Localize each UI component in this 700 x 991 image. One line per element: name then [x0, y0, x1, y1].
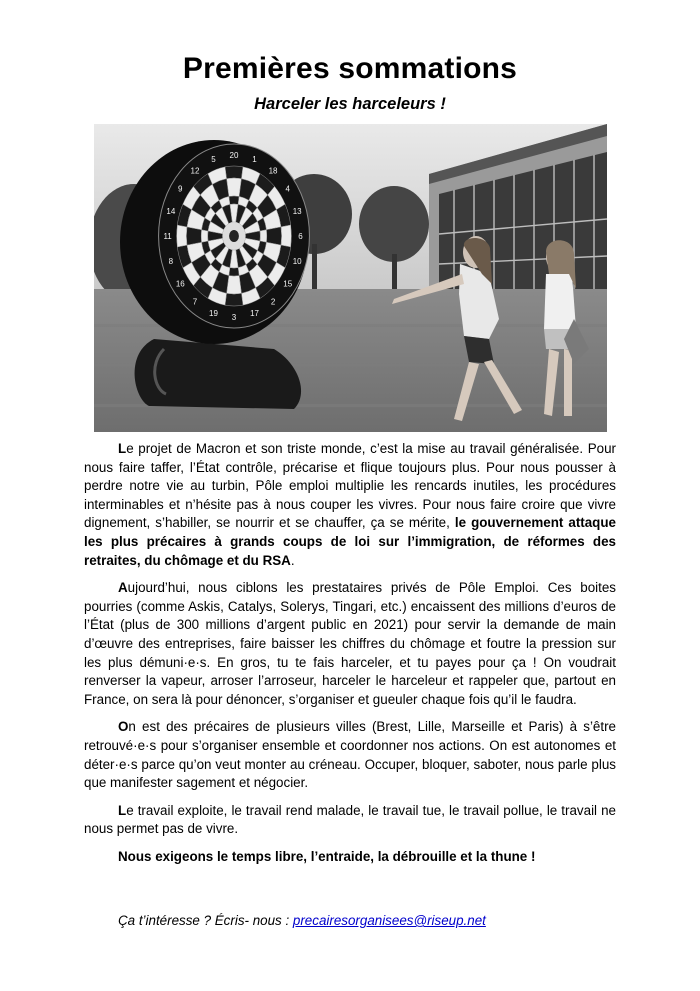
dartboard-number: 1 — [252, 154, 257, 164]
dartboard-segment — [281, 225, 291, 247]
contact-email-link[interactable]: precairesorganisees@riseup.net — [292, 913, 486, 928]
dartboard-number: 15 — [283, 279, 293, 289]
paragraph-text: ujourd’hui, nous ciblons les prestataires privés de Pôle Emploi. Ces boites pourries (comme Askis, Catalys, Solerys, Tingari, etc.) encaissent des millions d’euros de l’État (plus de 300 millions d’argent public en 2021) pour servir la demande de main d’œuvre des entreprises, faire baisser les chiffres du chômage et foutre la pression sur les plus démuni·e·s. En gros, tu te fais harceler, et tu payes pour ça ! On voudrait renverser la vapeur, arroser l’arroseur, harceler le harceleur et rappeler que, partout en France, on sera là pour dénoncer, s’organiser et gueuler chaque fois qu’il le faudra. — [84, 580, 616, 707]
dartboard-segment — [229, 268, 239, 276]
dartboard-segment — [225, 166, 243, 179]
dartboard-segment — [229, 196, 239, 204]
article-body — [84, 440, 616, 875]
dartboard-number: 18 — [268, 166, 278, 176]
dartboard-number: 10 — [292, 257, 302, 267]
paragraph-text: e travail exploite, le travail rend malade, le travail tue, le travail pollue, le travail ne nous permet pas de vivre. — [84, 802, 616, 837]
dartboard-number: 5 — [211, 154, 216, 164]
dartboard-number: 2 — [270, 297, 276, 307]
paragraph-3 — [84, 718, 616, 792]
dartboard-number: 17 — [250, 309, 259, 319]
dartboard-number: 14 — [166, 206, 176, 216]
dartboard-segment — [177, 225, 187, 247]
paragraph-2 — [84, 579, 616, 709]
dartboard-segment — [201, 230, 208, 243]
dartboard-number: 8 — [168, 257, 174, 267]
paragraph-text: e projet de Macron et son triste monde, c’est la mise au travail généralisée. Pour nous faire taffer, l’État contrôle, précarise et flique toujours plus. Pour nous pousser à perdre notre vie au turbin, Pôle emploi multiplie les rencards inutiles, les procédures interminables et n’hésite pas à nous couper les vivres. Pour nous faire croire que vivre dignement, s’habiller, se nourrir et se chauffer, ça se mérite, — [84, 441, 616, 531]
dartboard-number: 13 — [292, 206, 302, 216]
dartboard-number: 3 — [231, 313, 237, 322]
dartboard-number: 19 — [209, 309, 218, 319]
drop-initial: L — [118, 441, 127, 456]
contact-line — [118, 913, 486, 928]
page-subtitle: Harceler les harceleurs ! — [254, 95, 446, 113]
dartboard-segment — [225, 293, 243, 306]
photo-illustration — [94, 124, 607, 432]
drop-initial: A — [118, 580, 128, 596]
dartboard-segment — [227, 276, 242, 294]
paragraph-bold: le gouvernement attaque les plus précaires à grands coups de loi sur l’immigration, de réformes des retraites, du chômage et du RSA — [84, 515, 616, 568]
dartboard-number: 9 — [178, 184, 183, 194]
dartboard-segment — [227, 178, 242, 196]
page-title: Premières sommations — [182, 52, 518, 85]
dartboard-number: 16 — [175, 279, 185, 289]
dartboard-bullseye — [229, 230, 239, 242]
paragraph-text: n est des précaires de plusieurs villes (Brest, Lille, Marseille et Paris) à s’être retrouvé·e·s pour s’organiser ensemble et coordonner nos actions. On est autonomes et déter·e·s parce qu’on veut monter au créneau. Occuper, bloquer, saboter, nous parle plus que manifester sagement et négocier. — [84, 719, 616, 791]
drop-initial: O — [118, 719, 129, 735]
dartboard-number: 11 — [163, 232, 172, 241]
dartboard-number: 12 — [190, 166, 200, 176]
dartboard-number: 7 — [192, 297, 198, 307]
dartboard — [120, 140, 309, 344]
dartboard-segment — [260, 230, 267, 243]
drop-initial: L — [118, 802, 127, 818]
demand-statement: Nous exigeons le temps libre, l’entraide, la débrouille et la thune ! — [118, 848, 536, 864]
photo-dartboard-children — [94, 124, 607, 432]
dartboard-segment — [266, 227, 281, 245]
dartboard-number: 6 — [298, 232, 303, 241]
dartboard-number: 4 — [285, 184, 290, 194]
dartboard-number: 20 — [229, 151, 239, 160]
paragraph-1 — [84, 440, 616, 570]
contact-prompt: Ça t’intéresse ? Écris- nous : — [118, 913, 293, 928]
paragraph-after: . — [290, 552, 295, 568]
dartboard-segment — [186, 227, 201, 245]
paragraph-4 — [84, 802, 616, 839]
